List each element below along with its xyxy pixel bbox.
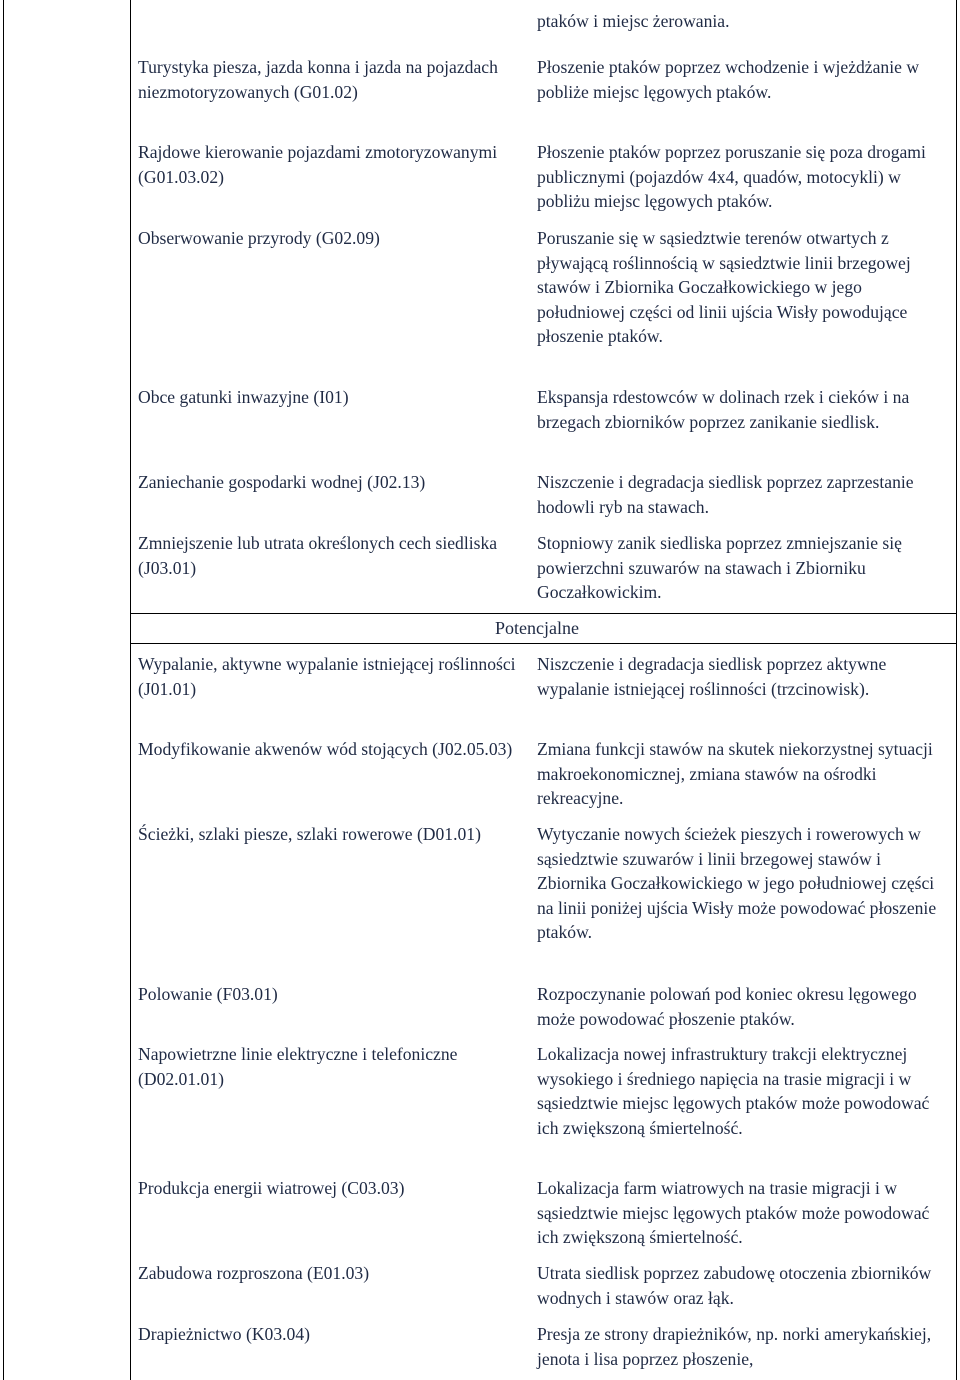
threat-cell: Drapieżnictwo (K03.04) xyxy=(138,1324,310,1344)
threat-cell: Polowanie (F03.01) xyxy=(138,984,278,1004)
threat-cell: Ścieżki, szlaki piesze, szlaki rowerowe (D01.01) xyxy=(138,824,481,844)
description-cell: Zmiana funkcji stawów na skutek niekorzystnej sytuacji makroekonomicznej, zmiana stawów na ośrodki rekreacyjne. xyxy=(537,739,933,808)
table-border-middle xyxy=(130,0,131,1380)
description-cell: Niszczenie i degradacja siedlisk poprzez zaprzestanie hodowli ryb na stawach. xyxy=(537,472,914,517)
description-cell: ptaków i miejsc żerowania. xyxy=(537,11,730,31)
threat-cell: Napowietrzne linie elektryczne i telefoniczne (D02.01.01) xyxy=(138,1044,458,1089)
description-cell: Płoszenie ptaków poprzez poruszanie się poza drogami publicznymi (pojazdów 4x4, quadów, motocykli) w pobliżu miejsc lęgowych ptaków. xyxy=(537,142,926,211)
threat-cell: Zmniejszenie lub utrata określonych cech siedliska (J03.01) xyxy=(138,533,498,578)
description-cell: Utrata siedlisk poprzez zabudowę otoczenia zbiorników wodnych i stawów oraz łąk. xyxy=(537,1263,932,1308)
description-cell: Lokalizacja nowej infrastruktury trakcji elektrycznej wysokiego i średniego napięcia na trasie migracji i w sąsiedztwie miejsc lęgowych ptaków może powodować ich zwiększoną śmiertelność. xyxy=(537,1044,930,1138)
description-cell: Wytyczanie nowych ścieżek pieszych i rowerowych w sąsiedztwie szuwarów i linii brzegowej stawów i Zbiornika Goczałkowickiego w jego południowej części na linii poniżej ujścia Wisły może powodować płoszenie ptaków. xyxy=(537,824,937,942)
threat-cell: Turystyka piesza, jazda konna i jazda na pojazdach niezmotoryzowanych (G01.02) xyxy=(138,57,498,102)
threat-cell: Zabudowa rozproszona (E01.03) xyxy=(138,1263,370,1283)
description-cell: Ekspansja rdestowców w dolinach rzek i cieków i na brzegach zbiorników poprzez zanikanie siedlisk. xyxy=(537,387,910,432)
description-cell: Presja ze strony drapieżników, np. norki amerykańskiej, jenota i lisa poprzez płoszenie, xyxy=(537,1324,932,1369)
threat-cell: Obserwowanie przyrody (G02.09) xyxy=(138,228,380,248)
threat-cell: Zaniechanie gospodarki wodnej (J02.13) xyxy=(138,472,426,492)
description-cell: Niszczenie i degradacja siedlisk poprzez aktywne wypalanie istniejącej roślinności (trzcinowisk). xyxy=(537,654,887,699)
section-label-potential: Potencjalne xyxy=(495,618,579,638)
threat-cell: Rajdowe kierowanie pojazdami zmotoryzowanymi (G01.03.02) xyxy=(138,142,498,187)
description-cell: Rozpoczynanie polowań pod koniec okresu lęgowego może powodować płoszenie ptaków. xyxy=(537,984,917,1029)
table-border-left xyxy=(3,0,4,1380)
threat-cell: Obce gatunki inwazyjne (I01) xyxy=(138,387,349,407)
section-divider-top xyxy=(130,613,957,614)
description-cell: Lokalizacja farm wiatrowych na trasie migracji i w sąsiedztwie miejsc lęgowych ptaków może powodować ich zwiększoną śmiertelność. xyxy=(537,1178,930,1247)
description-cell: Poruszanie się w sąsiedztwie terenów otwartych z pływającą roślinnością w sąsiedztwie linii brzegowej stawów i Zbiornika Goczałkowickiego w jego południowej części od linii ujścia Wisły powodujące płoszenie ptaków. xyxy=(537,228,911,346)
threat-cell: Wypalanie, aktywne wypalanie istniejącej roślinności (J01.01) xyxy=(138,654,516,699)
description-cell: Stopniowy zanik siedliska poprzez zmniejszanie się powierzchni szuwarów na stawach i Zbiorniku Goczałkowickim. xyxy=(537,533,902,602)
threat-cell: Produkcja energii wiatrowej (C03.03) xyxy=(138,1178,405,1198)
table-border-right xyxy=(956,0,957,1380)
section-divider-bottom xyxy=(130,643,957,644)
threat-cell: Modyfikowanie akwenów wód stojących (J02.05.03) xyxy=(138,739,513,759)
description-cell: Płoszenie ptaków poprzez wchodzenie i wjeżdżanie w pobliże miejsc lęgowych ptaków. xyxy=(537,57,920,102)
